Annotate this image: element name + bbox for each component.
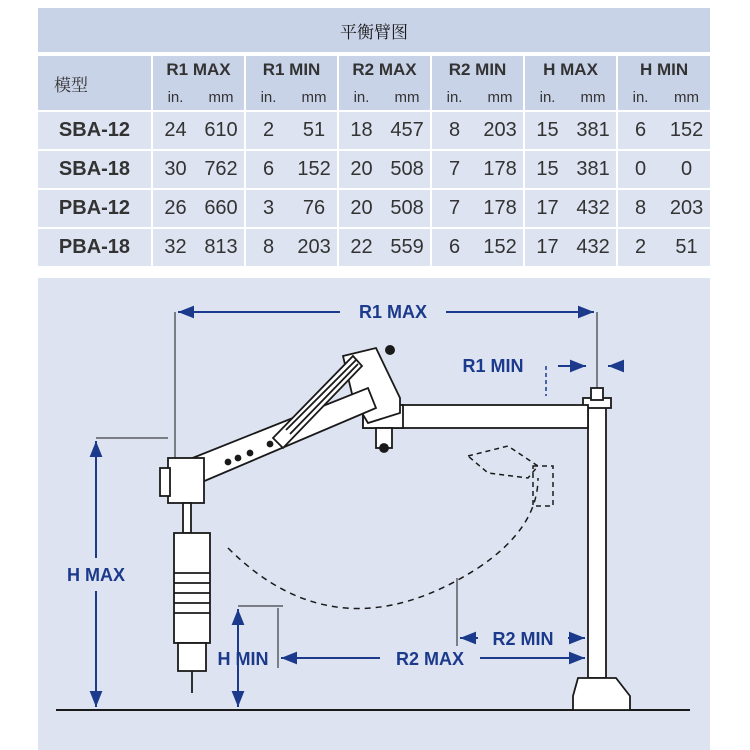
value-cell: 0 bbox=[663, 150, 710, 189]
value-cell: 432 bbox=[570, 189, 617, 228]
value-cell: 22 bbox=[338, 228, 384, 266]
r1-max-label: R1 MAX bbox=[358, 302, 428, 322]
value-cell: 610 bbox=[198, 111, 245, 150]
r1-min-label: R1 MIN bbox=[462, 356, 524, 376]
unit-header: in. bbox=[152, 84, 198, 111]
value-cell: 432 bbox=[570, 228, 617, 266]
value-cell: 152 bbox=[291, 150, 338, 189]
pivot-knob bbox=[385, 345, 395, 355]
value-cell: 20 bbox=[338, 150, 384, 189]
value-cell: 152 bbox=[477, 228, 524, 266]
value-cell: 381 bbox=[570, 150, 617, 189]
value-cell: 18 bbox=[338, 111, 384, 150]
value-cell: 20 bbox=[338, 189, 384, 228]
group-header-h-min: H MIN bbox=[617, 56, 710, 84]
value-cell: 660 bbox=[198, 189, 245, 228]
value-cell: 24 bbox=[152, 111, 198, 150]
value-cell: 51 bbox=[663, 228, 710, 266]
value-cell: 6 bbox=[245, 150, 291, 189]
value-cell: 203 bbox=[663, 189, 710, 228]
value-cell: 6 bbox=[431, 228, 477, 266]
diagram-title: 平衡臂图 bbox=[38, 8, 710, 52]
model-cell: SBA-18 bbox=[38, 150, 152, 189]
table-body bbox=[38, 56, 710, 266]
value-cell: 15 bbox=[524, 150, 570, 189]
balancer-arm-diagram bbox=[38, 278, 710, 750]
model-column-header: 模型 bbox=[38, 56, 152, 111]
value-cell: 76 bbox=[291, 189, 338, 228]
value-cell: 178 bbox=[477, 189, 524, 228]
unit-header: mm bbox=[384, 84, 431, 111]
unit-header: in. bbox=[524, 84, 570, 111]
table-row bbox=[38, 150, 710, 189]
value-cell: 813 bbox=[198, 228, 245, 266]
unit-header: in. bbox=[245, 84, 291, 111]
group-header-r1-min: R1 MIN bbox=[245, 56, 338, 84]
r2-max-label: R2 MAX bbox=[395, 649, 465, 669]
model-cell: SBA-12 bbox=[38, 111, 152, 150]
value-cell: 6 bbox=[617, 111, 663, 150]
value-cell: 7 bbox=[431, 150, 477, 189]
value-cell: 51 bbox=[291, 111, 338, 150]
model-cell: PBA-18 bbox=[38, 228, 152, 266]
unit-header: in. bbox=[338, 84, 384, 111]
value-cell: 26 bbox=[152, 189, 198, 228]
value-cell: 30 bbox=[152, 150, 198, 189]
table-row bbox=[38, 111, 710, 150]
value-cell: 559 bbox=[384, 228, 431, 266]
value-cell: 152 bbox=[663, 111, 710, 150]
value-cell: 15 bbox=[524, 111, 570, 150]
h-min-label: H MIN bbox=[217, 649, 269, 669]
value-cell: 762 bbox=[198, 150, 245, 189]
value-cell: 17 bbox=[524, 228, 570, 266]
unit-header: mm bbox=[570, 84, 617, 111]
model-cell: PBA-12 bbox=[38, 189, 152, 228]
value-cell: 32 bbox=[152, 228, 198, 266]
h-max-label: H MAX bbox=[67, 565, 125, 585]
specification-table bbox=[38, 56, 710, 266]
unit-header: mm bbox=[477, 84, 524, 111]
value-cell: 203 bbox=[291, 228, 338, 266]
value-cell: 2 bbox=[245, 111, 291, 150]
value-cell: 2 bbox=[617, 228, 663, 266]
value-cell: 508 bbox=[384, 150, 431, 189]
value-cell: 17 bbox=[524, 189, 570, 228]
value-cell: 178 bbox=[477, 150, 524, 189]
unit-header: mm bbox=[291, 84, 338, 111]
unit-header: mm bbox=[663, 84, 710, 111]
value-cell: 8 bbox=[617, 189, 663, 228]
power-tool bbox=[174, 533, 210, 693]
value-cell: 381 bbox=[570, 111, 617, 150]
r2-min-label: R2 MIN bbox=[492, 629, 554, 649]
value-cell: 203 bbox=[477, 111, 524, 150]
value-cell: 8 bbox=[245, 228, 291, 266]
value-cell: 7 bbox=[431, 189, 477, 228]
table-row bbox=[38, 189, 710, 228]
value-cell: 0 bbox=[617, 150, 663, 189]
group-header-r2-min: R2 MIN bbox=[431, 56, 524, 84]
value-cell: 508 bbox=[384, 189, 431, 228]
group-header-r1-max: R1 MAX bbox=[152, 56, 245, 84]
unit-header: in. bbox=[431, 84, 477, 111]
table-row bbox=[38, 228, 710, 266]
unit-header: mm bbox=[198, 84, 245, 111]
value-cell: 457 bbox=[384, 111, 431, 150]
value-cell: 3 bbox=[245, 189, 291, 228]
group-header-h-max: H MAX bbox=[524, 56, 617, 84]
value-cell: 8 bbox=[431, 111, 477, 150]
unit-header: in. bbox=[617, 84, 663, 111]
group-header-r2-max: R2 MAX bbox=[338, 56, 431, 84]
group-header-row bbox=[38, 56, 710, 84]
